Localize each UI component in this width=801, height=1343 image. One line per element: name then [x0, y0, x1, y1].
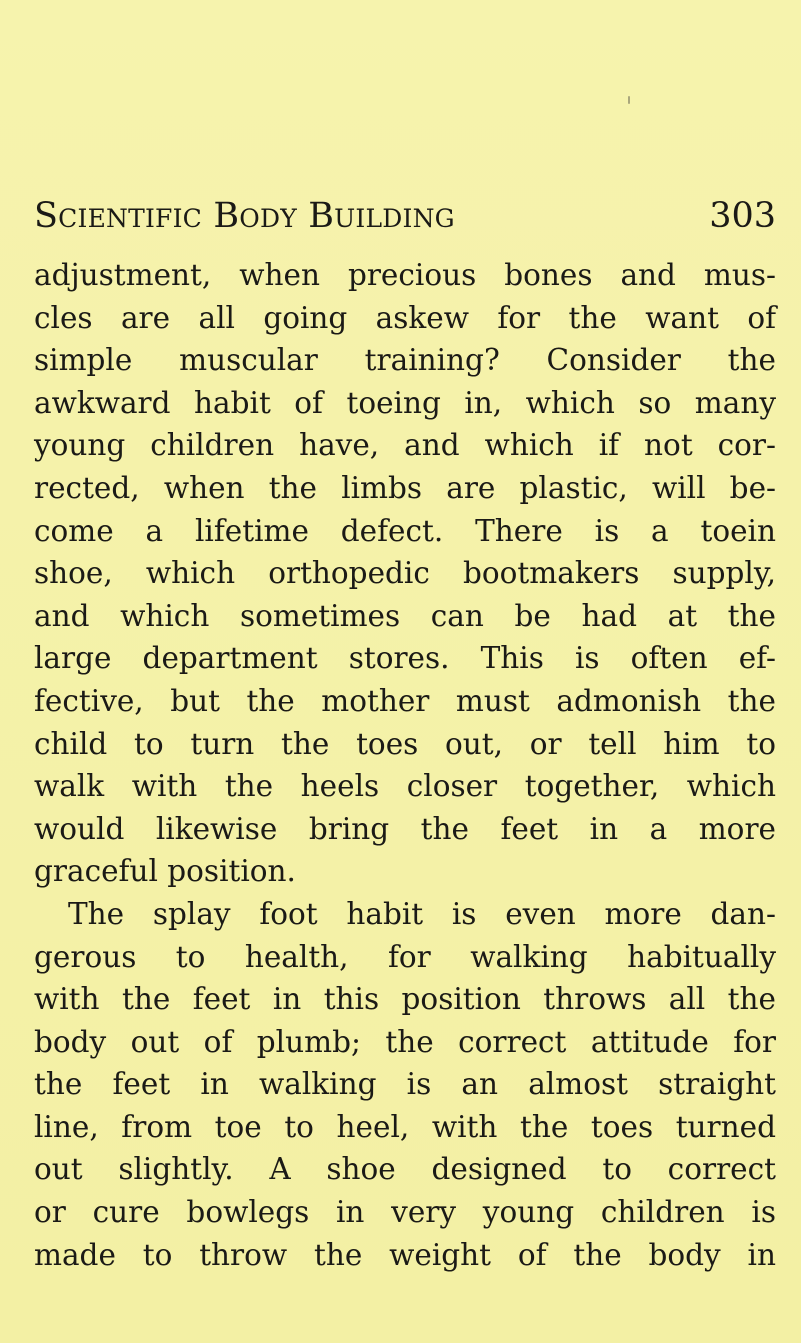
paper-speck — [628, 96, 630, 104]
text-line: child to turn the toes out, or tell him to — [34, 726, 776, 761]
text-line: young children have, and which if not cor- — [34, 428, 776, 463]
paragraph-end-line: graceful position. — [34, 854, 296, 889]
text-line: out slightly. A shoe designed to correct — [34, 1152, 776, 1187]
text-line: awkward habit of toeing in, which so many — [34, 385, 776, 420]
running-head — [34, 196, 776, 244]
text-line: line, from toe to heel, with the toes turned — [34, 1109, 776, 1144]
paragraph-start-line: The splay foot habit is even more dan- — [68, 896, 776, 931]
text-line: rected, when the limbs are plastic, will be- — [34, 470, 776, 505]
text-line: cles are all going askew for the want of — [34, 300, 776, 335]
text-line: simple muscular training? Consider the — [34, 343, 776, 378]
text-line: the feet in walking is an almost straight — [34, 1067, 776, 1102]
running-head-title: Scientific Body Building — [34, 196, 455, 236]
text-line: gerous to health, for walking habitually — [34, 939, 776, 974]
text-line: come a lifetime defect. There is a toein — [34, 513, 776, 548]
text-line: adjustment, when precious bones and mus- — [34, 258, 776, 292]
text-line: with the feet in this position throws all the — [34, 982, 776, 1017]
text-line: fective, but the mother must admonish the — [34, 683, 776, 718]
text-line: walk with the heels closer together, which — [34, 769, 776, 804]
text-line: would likewise bring the feet in a more — [34, 811, 776, 846]
text-line: made to throw the weight of the body in — [34, 1237, 776, 1272]
text-line: large department stores. This is often ef- — [34, 641, 776, 676]
text-line: body out of plumb; the correct attitude for — [34, 1024, 776, 1059]
text-line: shoe, which orthopedic bootmakers supply, — [34, 556, 776, 591]
body-text — [34, 254, 776, 1276]
text-line: or cure bowlegs in very young children is — [34, 1195, 776, 1230]
page-number: 303 — [709, 196, 776, 236]
text-line: and which sometimes can be had at the — [34, 598, 776, 633]
